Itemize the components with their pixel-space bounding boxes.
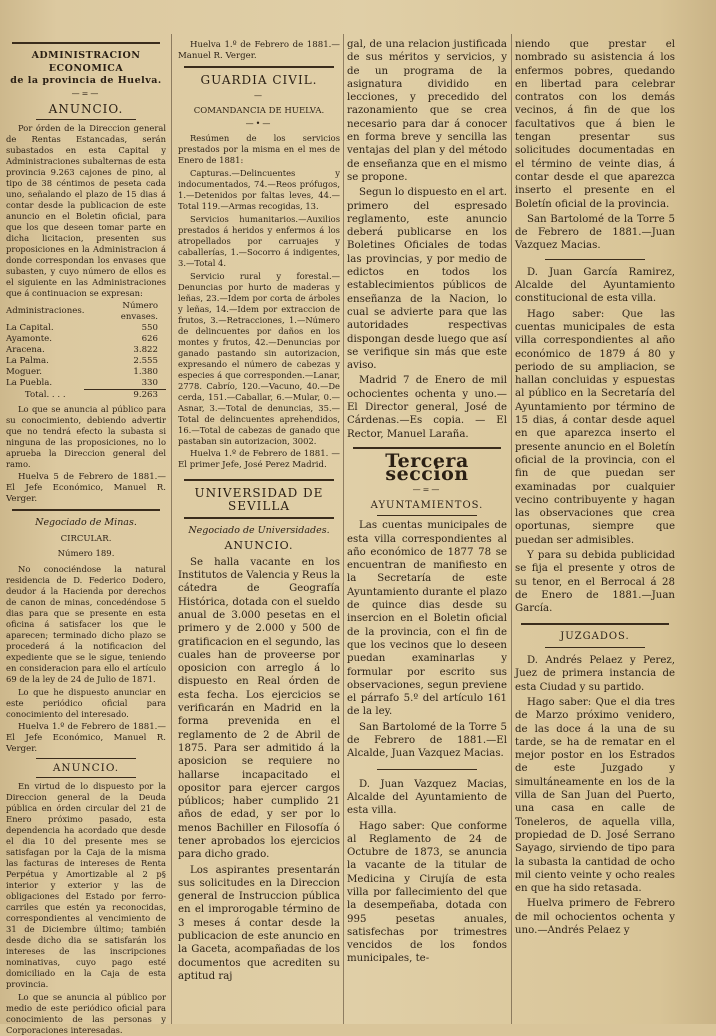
section-rule [184, 66, 334, 68]
circular-signature: Huelva 1.º de Febrero de 1881.— El Jefe Económico, Manuel R. Verger. [6, 721, 166, 754]
tercera-seccion-title: Tercera seccion [385, 449, 469, 485]
continued-body: niendo que prestar el nombrado su asistencia á los enfermos pobres, quedando en libertad para celebrar contratos con los demás vecinos, á fin de que los facultativos que á bien le tengan presentar sus solicitudes documentadas en el término de veinte dias, á contar desde el que aparezca inserto el presente en el Boletín oficial de la provincia. [515, 39, 675, 210]
anuncio-title: ANUNCIO. [48, 102, 124, 117]
envases-table [6, 301, 166, 401]
ayuntamientos-title: AYUNTAMIENTOS. [370, 499, 484, 511]
universidad-title: UNIVERSIDAD DE SEVILLA [194, 486, 324, 513]
guardia-signature: Huelva 1.º de Febrero de 1881. —El primer Jefe, José Perez Madrid. [178, 449, 340, 471]
anuncio-signature: Huelva 5 de Febrero de 1881.— El Jefe Económico, Manuel R. Verger. [6, 471, 166, 504]
column-3 [347, 38, 507, 1018]
divider [545, 647, 645, 648]
ornament: —•— [245, 118, 273, 128]
minas-title: Negociado de Minas. [35, 516, 137, 528]
guardia-rural: Servicio rural y forestal.—Denuncias por hurto de maderas y leñas, 23.—Idem por corta de árboles y leñas, 14.—Idem por extraccion de frutos, 3.—Retracciones, 1.—Número de delincuentes por daños en los montes y frutos, 42.—Denuncias por ganado pastando sin autorizacion, expresando el número de cabezas y especies á que corresponden.—Lanar, 2778. Cabrío, 120.—Vacuno, 40.—De cerda, 151.—Caballar, 6.—Mular, 0.—Asnar, 3.—Total de denuncias, 35.—Total de delincuentes aprehendidos, 16.—Total de cabezas de ganado que pastaban sin autorizacion, 3002. [178, 271, 340, 447]
comandancia: COMANDANCIA DE HUELVA. [193, 106, 325, 117]
ap-close: Huelva primero de Febrero de mil ochocientos ochenta y uno.—Andrés Pelaez y [515, 898, 675, 936]
ap-body: Hago saber: Que el dia tres de Marzo próximo venidero, de las doce á la una de su tarde, se ha de rematar en el mejor postor en los Estrados de este Juzgado y simultáneamente en los de la villa de San Juan del Puerto, una casa en calle de Toneleros, de aquella villa, propiedad de D. José Serrano Sayago, sirviendo de tipo para la subasta la cantidad de ocho mil ciento veinte y ocho reales en que ha sido retasada. [515, 696, 675, 895]
circular-close: Lo que he dispuesto anunciar en este periódico oficial para conocimiento del interesado. [6, 686, 166, 719]
table-header-row [6, 301, 166, 323]
ornament: — [254, 90, 264, 100]
table-cell: La Puebla. [6, 378, 53, 389]
section-rule [353, 447, 501, 449]
continued-body: Segun lo dispuesto en el art. primero del espresado reglamento, este anuncio deberá publicarse en los Boletines Oficiales de todas las provincias, y por medio de edictos en todos los establecimientos públicos de enseñanza de la Nacion, lo cual se advierte para que las autoridades respectivas dispongan desde luego que así se verifique sin más que este aviso. [347, 187, 507, 372]
section-rule [521, 623, 669, 625]
continued-body: gal, de una relacion justificada de sus méritos y servicios, y de un programa de la asignatura dividido en lecciones, y precedido del razonamiento que se crea necesario para dar á conocer en forma breve y sencilla las ventajas del plan y del método de enseñanza que en el mismo se propone. [347, 39, 507, 183]
table-cell: 2.555 [133, 355, 158, 366]
universidad-body: Se halla vacante en los Institutos de Valencia y Reus la cátedra de Geografía Histórica, dotada con el sueldo anual de 3.000 pesetas en el primero y de 2.000 y 500 de gratificacion en el segundo, las cuales han de proveerse por oposicion con arreglo á lo dispuesto en Real órden de esta fecha. Los ejercicios se verificarán en Madrid en la forma prevenida en el reglamento de 2 de Abril de 1875. Para ser admitido á la aposicion se requiere no hallarse incapacitado el opositor para ejercer cargos públicos; haber cumplido 21 años de edad, y ser por lo menos Bachiller en Filosofía ó tener aprobados los ejercicios para dicho grado. [178, 556, 340, 861]
jvm-body: Hago saber: Que conforme al Reglamento de 24 de Octubre de 1873, se anuncia la vacante de la titular de Medicina y Cirujía de esta villa por fallecimiento del que la desempeñaba, dotada con 995 pesetas anuales, satisfechas por trimestres vencidos de los fondos municipales, te- [347, 820, 507, 965]
universidad-anuncio: ANUNCIO. [224, 539, 294, 553]
table-row [6, 367, 166, 378]
column-4 [515, 38, 675, 1018]
ornament: —=— [71, 88, 101, 98]
anuncio2-close: Lo que se anuncia al público por medio de este periódico oficial para conocimiento de las personas y Corporaciones interesadas. [6, 992, 166, 1036]
guardia-humanitarios: Servicios humanitarios.—Auxilios prestados á heridos y enfermos á los atropellados por carruajes y caballerías, 1.—Socorro á indigentes, 3.—Total 4. [178, 214, 340, 269]
divider [36, 119, 136, 120]
table-cell: Ayamonte. [6, 333, 52, 344]
jvm-header: D. Juan Vazquez Macias, Alcalde del Ayuntamiento de esta villa. [347, 778, 507, 817]
ayuntamiento-signature: San Bartolomé de la Torre 5 de Febrero de 1881.—El Alcalde, Juan Vazquez Macias. [347, 721, 507, 760]
guardia-title: GUARDIA CIVIL. [200, 73, 318, 87]
section-header: ADMINISTRACION ECONOMICA [31, 50, 141, 74]
section-rule [184, 479, 334, 481]
table-cell: 626 [141, 333, 158, 344]
table-cell: 330 [141, 377, 158, 388]
universidad-body: Los aspirantes presentarán sus solicitudes en la Direccion general de Instruccion pública en el improrogable término de 3 meses á contar desde la publicacion de este anuncio en la Gaceta, acompañadas de los documentos que acrediten su aptitud raj [178, 864, 340, 982]
guardia-capturas: Capturas.—Delincuentes y indocumentados, 74.—Reos prófugos, 1.—Detenidos por faltas leves, 44.—Total 119.—Armas recogidas, 13. [178, 168, 340, 212]
table-row [6, 334, 166, 345]
anuncio2-title: ANUNCIO. [52, 761, 120, 774]
continued-signature: San Bartolomé de la Torre 5 de Febrero de 1881.—Juan Vazquez Macias. [515, 213, 675, 252]
column-1 [6, 38, 166, 1036]
table-row [6, 378, 166, 390]
table-cell: La Palma. [6, 355, 49, 366]
table-cell: La Capital. [6, 322, 54, 333]
divider [377, 515, 477, 516]
table-cell: Aracena. [6, 344, 45, 355]
anuncio-close: Lo que se anuncia al público para su conocimiento, debiendo advertir que no tendrá efecto la subasta si ninguna de las proposiciones, no lo aprueba la Direccion general del ramo. [6, 403, 166, 469]
continued-signature: Madrid 7 de Enero de mil ochocientes ochenta y uno.— El Director general, José de Cárdenas.—Es copia. — El Rector, Manuel Laraña. [347, 375, 507, 440]
juzgados-title: JUZGADOS. [560, 631, 630, 643]
table-total-row [6, 389, 166, 401]
ap-header: D. Andrés Pelaez y Perez, Juez de primera instancia de esta Ciudad y su partido. [515, 655, 675, 693]
universidad-negociado: Negociado de Universidades. [188, 524, 330, 536]
jgr-close: Y para su debida publicidad se fija el presente y otros de su tenor, en el Berrocal á 28 de Enero de 1881.—Juan García. [515, 549, 675, 615]
table-header-cell: Administraciones. [6, 306, 85, 317]
divider [36, 758, 136, 759]
column-divider [343, 34, 344, 1024]
jgr-header: D. Juan García Ramirez, Alcalde del Ayuntamiento constitucional de esta villa. [515, 266, 675, 305]
anuncio-body: Por órden de la Direccion general de Rentas Estancadas, serán subastados en esta Capital y Administraciones subalternas de esta provincia 9.263 cajones de pino, al tipo de 38 céntimos de peseta cada uno, señalando el plazo de 15 dias á contar desde la publicacion de este anuncio en el Boletin oficial, para que los que deseen tomar parte en dicha licitacion, presenten sus proposiciones en la Administracion á donde correspondan los envases que subasten, y cuyo número de ellos es el siguiente en las Administraciones que á continuacion se expresan: [6, 122, 166, 298]
table-row [6, 345, 166, 356]
table-row [6, 323, 166, 334]
section-rule [184, 517, 334, 519]
divider [545, 259, 645, 260]
circular-title: CIRCULAR. [60, 533, 112, 544]
jgr-body: Hago saber: Que las cuentas municipales de esta villa correspondientes al año económico de 1879 á 80 y periodo de su ampliacion, se hallan concluidas y espuestas al público en la Secretaría del Ayuntamiento por término de 15 dias, á contar desde aquel en que aparezca inserto el presente anuncio en el Boletín oficial de la provincia, con el fin de que puedan ser examinadas por cualquier vecino contribuyente y hagan las observaciones que crea oportunas, siempre que puedan ser admisibles. [515, 308, 675, 546]
column-2 [178, 40, 340, 1018]
anuncio2-body: En virtud de lo dispuesto por la Direccion general de la Deuda pública en órden circular del 21 de Enero próximo pasado, esta dependencia ha acordado que desde el dia 10 del presente mes se satisfagan por la Caja de la misma las facturas de intereses de Renta Perpétua y Amortizable al 2 p§ interior y exterior y las de obligaciones del Estado por ferro-carriles que estén ya reconocidas, correspondientes al vencimiento de 31 de Diciembre último; también desde dicho dia se satisfarán los intereses de las inscripciones nominativas, cuyo pago esté domiciliado en la Caja de esta provincia. [6, 781, 166, 990]
total-label: Total. . . . [24, 389, 66, 400]
guardia-body: Resúmen de los servicios prestados por la misma en el mes de Enero de 1881: [178, 133, 340, 166]
section-subheader: de la provincia de Huelva. [10, 75, 162, 87]
numero: Número 189. [57, 549, 115, 560]
ayuntamiento-body: Las cuentas municipales de esta villa correspondientes al año económico de 1877 78 se encuentran de manifiesto en la Secretaría de este Ayuntamiento durante el plazo de quince dias desde su insercion en el Boletin oficial de la provincia, con el fin de que los vecinos que lo deseen puedan examinarlas y formular por escrito sus observaciones, segun previene el párrafo 5.º del artículo 161 de la ley. [347, 520, 507, 718]
total-value: 9.263 [84, 389, 166, 401]
divider [36, 777, 136, 778]
ornament: —=— [412, 485, 442, 495]
column-divider [171, 34, 172, 1024]
table-cell: 1.380 [133, 366, 158, 377]
table-cell: Moguer. [6, 366, 42, 377]
circular-body: No conociéndose la natural residencia de D. Federico Dodero, deudor á la Hacienda por derechos de canon de minas, concedéndose 5 dias para que se presente en esta oficina á satisfacer los que le aparecen; terminado dicho plazo se procederá á la notificacion del expediente que se le sigue, teniendo en consideracion para ello el artículo 69 de la ley de 24 de Julio de 1871. [6, 563, 166, 684]
column-divider [511, 34, 512, 1024]
divider [377, 769, 477, 770]
table-row [6, 356, 166, 367]
section-rule [12, 42, 160, 44]
section-rule [12, 509, 160, 511]
top-signature: Huelva 1.º de Febrero de 1881.— Manuel R. Verger. [178, 40, 340, 61]
table-cell: 550 [141, 322, 158, 333]
table-header-cell: Número envases. [120, 300, 158, 322]
table-cell: 3.822 [133, 344, 158, 355]
